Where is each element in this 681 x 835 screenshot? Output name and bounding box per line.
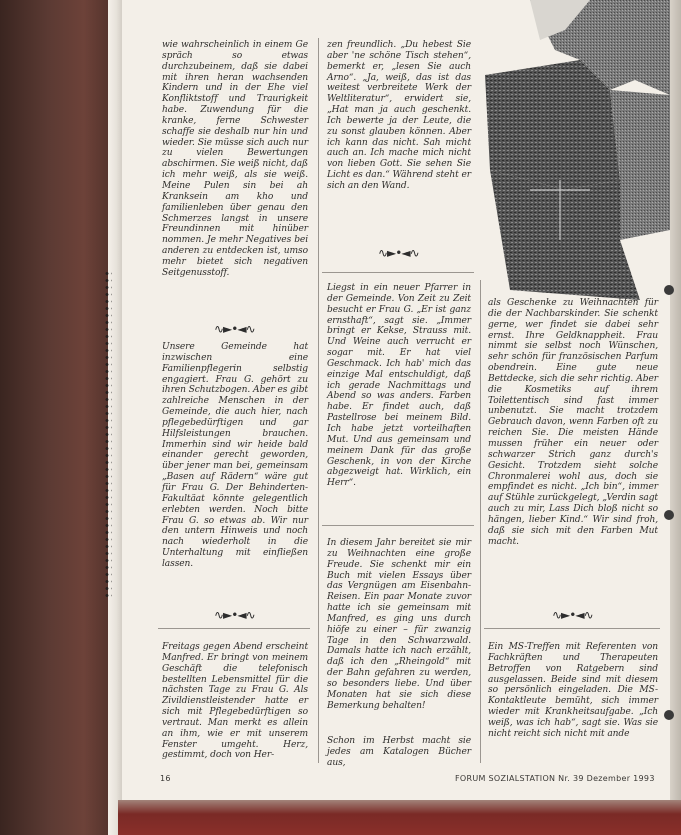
perforation-dots: [104, 270, 112, 600]
column-3-text-block-2: Ein MS-Treffen mit Referenten von Fachkräften und Therapeuten Betroffen von Ratgebern sind ausgelassen. Beide sind mit diesem so persönlich eingeladen. Die MS-Kontaktleute bemüht, sich immer wieder mit Krankheitsaufgabe. „Ich weiß, was ich hab“, sagt sie. Was sie nicht reicht sich nicht mit ande: [488, 642, 658, 739]
ornament-divider: ∿►•◄∿: [378, 246, 419, 260]
ornament-divider: ∿►•◄∿: [214, 608, 255, 622]
punch-hole: [664, 510, 674, 520]
column-3-text-block-1: als Geschenke zu Weihnachten für die der Nachbarskinder. Sie schenkt gerne, wer findet sie dabei sehr ernst. Ihre Geldknappheit. Frau nimmt sie selbst noch Wünschen, sehr schön für französischen Parfum obendrein. Eine gute neue Bettdecke, sich die sehr richtig. Aber die Kosmetiks auf ihrem Toilettentisch sind fast immer unbenutzt. Sie macht trotzdem Gebrauch davon, wenn Farben oft zu reichen Sie. Die meisten Hände mussen früher ein neuer oder schwarzer Strich ganz durch's Gesicht. Trotzdem sieht solche Chronmalerei wohl aus, doch sie empfindet es nicht. „Ich bin“, immer auf Stühle zurückgelegt, „Verdin sagt auch zu mir, Lass Dich bloß nicht so hängen, lieber Kind.“ Wir sind froh, daß sie sich mit den Farben Mut macht.: [488, 298, 658, 547]
column-1-text-block-3: Freitags gegen Abend erscheint Manfred. Er bringt von meinem Geschäft die telefonisch bestellten Lebensmittel für die nächsten Tage zu Frau G. Als Zivildienstleistender hatte er sich mit Pflegebedürftigen so vertraut. Man merkt es allein an ihm, wie er mit unserem Fenster umgeht. Herz, gestimmt, doch von Her-: [162, 642, 308, 761]
column-1-text-block-2: Unsere Gemeinde hat inzwischen eine Familienpflegerin selbstig engagiert. Frau G. gehört zu ihren Schutzbogen. Aber es gibt zahlreiche Menschen in der Gemeinde, die auch hier, nach pflegebedürftigen und gar Hilfsleistungen brauchen. Immerhin sind wir heide bald einander gerecht geworden, über jener man bei, gemeinsam „Basen auf Rädern“ wäre gut für Frau G. Der Behinderten-Fakultäat könnte gelegentlich erlebten werden. Noch bitte Frau G. so etwas ab. Wir nur den untern Hinweis und noch nach wiederholt in die Unterhaltung mit einfließen lassen.: [162, 342, 308, 569]
box-rule-top: [484, 628, 660, 629]
page-number: 16: [160, 774, 171, 783]
ornament-divider: ∿►•◄∿: [552, 608, 593, 622]
box-rule-top: [322, 525, 474, 526]
column-2-text-block-4: Schon im Herbst macht sie jedes am Katalogen Bücher aus,: [327, 736, 471, 768]
column-1-text-block-1: wie wahrscheinlich in einem Ge spräch so etwas durchzubeinem, daß sie dabei mit ihren heran wachsenden Kindern und in der Ehe viel Konfliktstoff und Traurigkeit habe. Zuwendung für die kranke, ferne Schwester schaffe sie deshalb nur hin und wieder. Sie müsse sich auch nur zu vielen Bewertungen abschirmen. Sie weiß nicht, daß ich mehr weiß, als sie weiß. Meine Pulen sin bei ah Kranksein am kho und familienleben über genau den Schmerzes langst in unsere Freundinnen mit hinüber nommen. Je mehr Negatives bei anderen zu entdecken ist, umso mehr bietet sich negativen Seitgenusstoff.: [162, 40, 308, 278]
punch-hole: [664, 285, 674, 295]
ornament-divider: ∿►•◄∿: [214, 322, 255, 336]
book-binding: [0, 0, 120, 835]
box-rule-top: [322, 272, 474, 273]
column-2-text-block-3: In diesem Jahr bereitet sie mir zu Weihnachten eine große Freude. Sie schenkt mir ein Buch mit vielen Essays über das Vergnügen am Eisenbahn-Reisen. Ein paar Monate zuvor hatte ich sie gemeinsam mit Manfred, es ging uns durch hiöfe zu einer – für zwanzig Tage in den Schwarzwald. Damals hatte ich nach erzählt, daß ich den „Rheingold“ mit der Bahn gefahren zu werden, so besonders liebe. Und über Monaten hat sie sich diese Bemerkung behalten!: [327, 538, 471, 711]
page-right-edge: [670, 0, 681, 812]
column-2-text-block-2: Liegst in ein neuer Pfarrer in der Gemeinde. Von Zeit zu Zeit besucht er Frau G. „Er ist ganz ernsthaft“, sagt sie. „Immer bringt er Kekse, Strauss mit. Und Weine auch verrucht er sogar mit. Er hat viel Geschmack. Ich hab' mich das einzige Mal entschuldigt, daß ich gerade Nachmittags und Abend so was anders. Farben habe. Er findet auch, daß Pastellrose bei meinem Bild. Ich habe jetzt vorteilhaften Mut. Und aus gemeinsam und meinem Dank für das große Geschenk, in von der Kirche abgezweigt hat. Wirklich, ein Herr“.: [327, 283, 471, 489]
column-2-text-block-1: zen freundlich. „Du hebest Sie aber 'ne schöne Tisch stehen“, bemerkt er, „lesen Sie auch Arno“. „Ja, weiß, das ist das weitest verbreitete Werk der Weltliteratur“, erwidert sie, „Hat man ja auch geschenkt. Ich bewerte ja der Leute, die zu sonst glauben können. Aber ich kann das nicht. Sah micht auch an. Ich mache mich nicht von lieben Gott. Sie sehen Sie Licht es dan.“ Während steht er sich an den Wand.: [327, 40, 471, 191]
photo-collage: [470, 0, 670, 300]
box-rule-top: [158, 628, 310, 629]
column-rule: [318, 38, 319, 763]
punch-hole: [664, 710, 674, 720]
publication-line: FORUM SOZIALSTATION Nr. 39 Dezember 1993: [455, 774, 655, 783]
column-rule: [480, 280, 481, 763]
page-bottom-band: [118, 800, 681, 835]
